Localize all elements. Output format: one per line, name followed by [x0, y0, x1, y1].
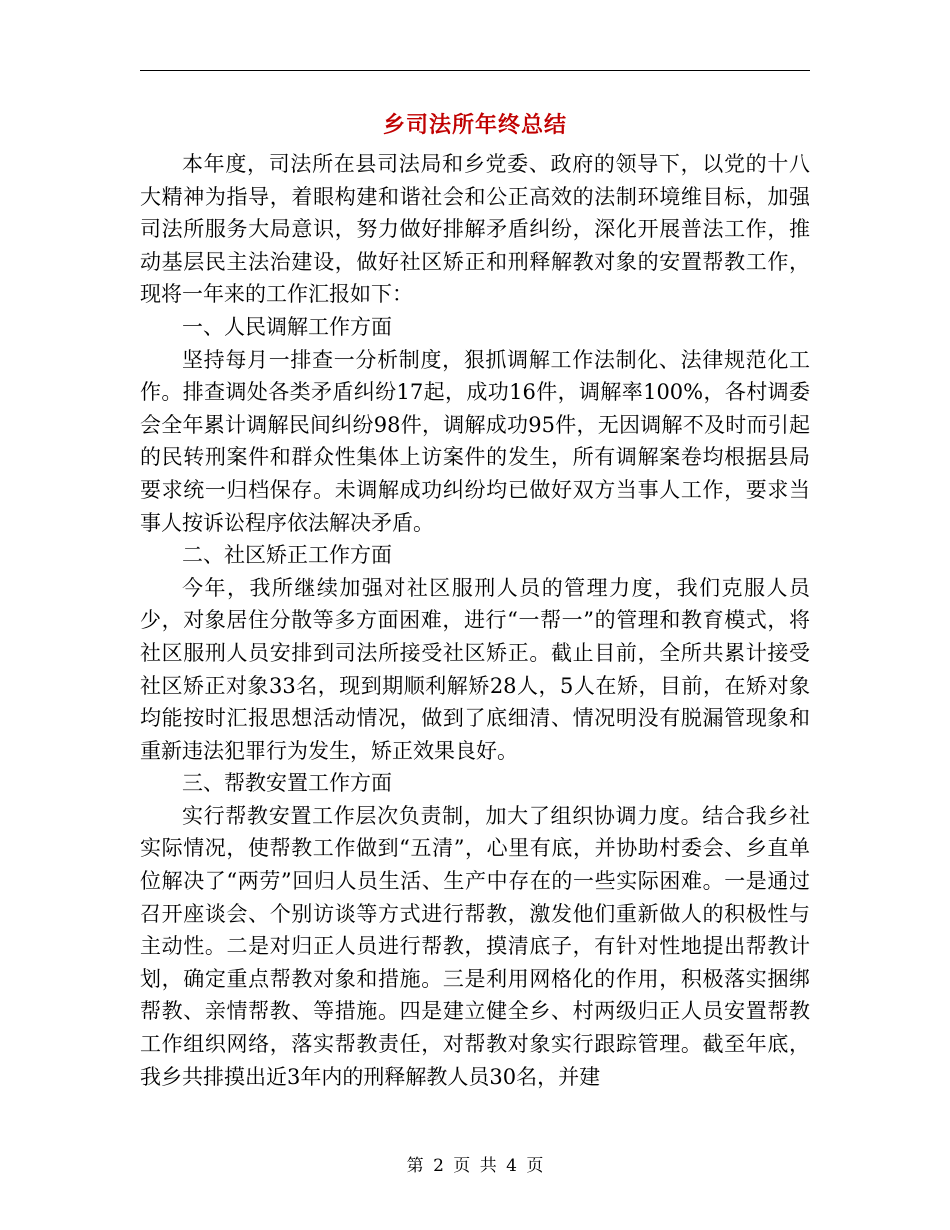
- section-heading-community-correction: 二、社区矫正工作方面: [182, 543, 392, 568]
- resettlement-paragraph: 实行帮教安置工作层次负责制，加大了组织协调力度。结合我乡社实际情况，使帮教工作做到“五清”，心里有底，并协助村委会、乡直单位解决了“两劳”回归人员生活、生产中存在的一些实际困难。一是通过召开座谈会、个别访谈等方式进行帮教，激发他们重新做人的积极性与主动性。二是对归正人员进行帮教，摸清底子，有针对性地提出帮教计划，确定重点帮教对象和措施。三是利用网格化的作用，积极落实捆绑帮教、亲情帮教、等措施。四是建立健全乡、村两级归正人员安置帮教工作组织网络，落实帮教责任，对帮教对象实行跟踪管理。截至年底，我乡共排摸出近3年内的刑释解教人员30名，并建: [140, 803, 810, 1089]
- section-heading-resettlement: 三、帮教安置工作方面: [182, 771, 392, 796]
- community-correction-paragraph: 今年，我所继续加强对社区服刑人员的管理力度，我们克服人员少，对象居住分散等多方面困难，进行“一帮一”的管理和教育模式，将社区服刑人员安排到司法所接受社区矫正。截止目前，全所共累计接受社区矫正对象33名，现到期顺利解矫28人，5人在矫，目前，在矫对象均能按时汇报思想活动情况，做到了底细清、情况明没有脱漏管现象和重新违法犯罪行为发生，矫正效果良好。: [140, 575, 810, 763]
- page-footer: 第 2 页 共 4 页: [406, 1156, 544, 1176]
- document-body: [140, 148, 810, 1093]
- intro-paragraph: 本年度，司法所在县司法局和乡党委、政府的领导下，以党的十八大精神为指导，着眼构建和谐社会和公正高效的法制环境维目标，加强司法所服务大局意识，努力做好排解矛盾纠纷，深化开展普法工作，推动基层民主法治建设，做好社区矫正和刑释解教对象的安置帮教工作，现将一年来的工作汇报如下：: [140, 152, 810, 307]
- mediation-paragraph: 坚持每月一排查一分析制度，狠抓调解工作法制化、法律规范化工作。排查调处各类矛盾纠纷17起，成功16件，调解率100%，各村调委会全年累计调解民间纠纷98件，调解成功95件，无因调解不及时而引起的民转刑案件和群众性集体上访案件的发生，所有调解案卷均根据县局要求统一归档保存。未调解成功纠纷均已做好双方当事人工作，要求当事人按诉讼程序依法解决矛盾。: [140, 347, 810, 535]
- section-heading-mediation: 一、人民调解工作方面: [182, 314, 392, 339]
- header-rule: [140, 70, 810, 71]
- document-title: 乡司法所年终总结: [382, 113, 567, 138]
